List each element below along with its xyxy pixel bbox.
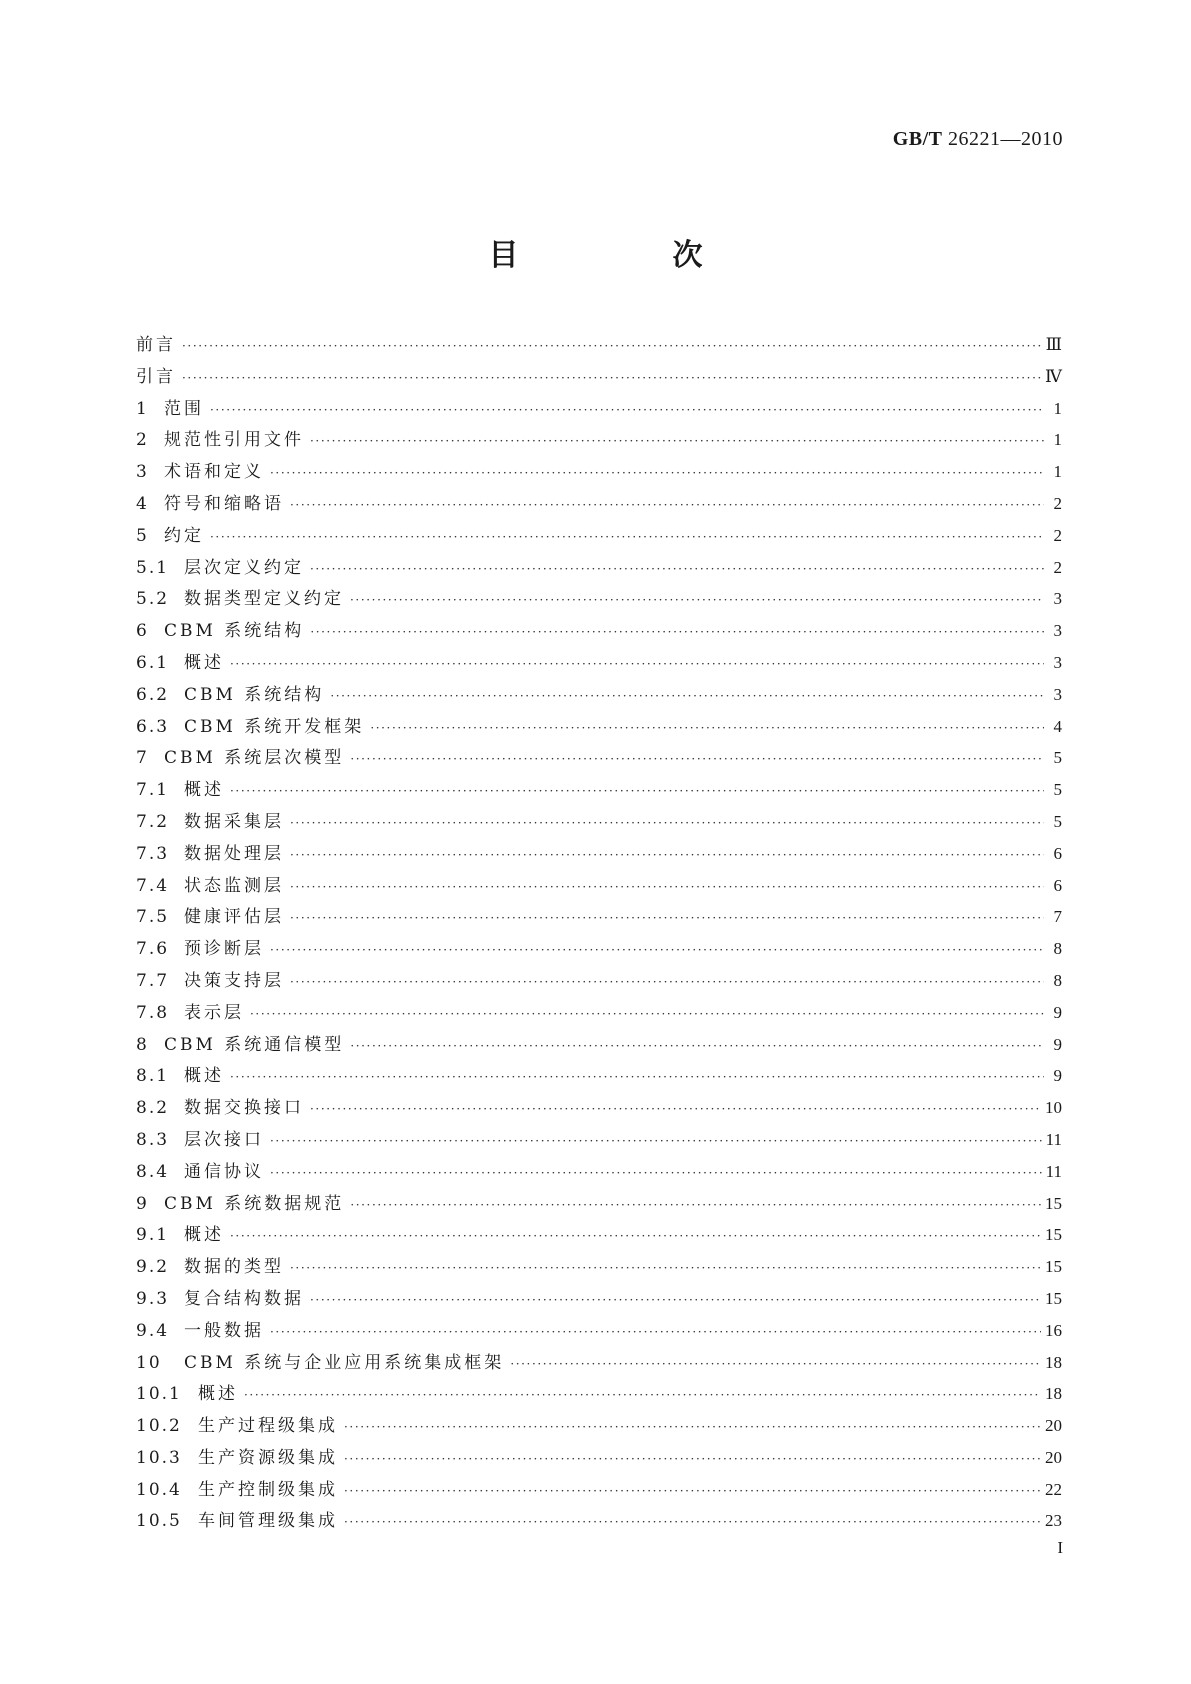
toc-entry-number: 8.3 xyxy=(136,1129,170,1150)
toc-leader-dots xyxy=(310,1285,1041,1317)
toc-entry-number: 3 xyxy=(136,462,149,483)
toc-entry-number: 9.1 xyxy=(136,1225,170,1246)
toc-entry-number: 5.1 xyxy=(136,557,170,578)
toc-entry[interactable] xyxy=(136,329,1062,361)
toc-entry-number: 7.8 xyxy=(136,1002,170,1023)
toc-entry-number: 2 xyxy=(136,430,149,451)
toc-entry-page: 11 xyxy=(1045,1129,1062,1149)
toc-entry[interactable] xyxy=(136,647,1062,679)
toc-entry-page: 3 xyxy=(1053,621,1062,641)
toc-entry-number: 9.4 xyxy=(136,1320,170,1341)
toc-entry-label: 规范性引用文件 xyxy=(164,430,304,451)
toc-leader-dots xyxy=(210,395,1044,427)
toc-entry[interactable] xyxy=(136,361,1062,393)
toc-entry[interactable] xyxy=(136,1410,1062,1442)
toc-entry[interactable] xyxy=(136,774,1062,806)
toc-entry-label: CBM 系统与企业应用系统集成框架 xyxy=(184,1352,505,1373)
toc-entry-label: 引言 xyxy=(136,366,176,387)
toc-leader-dots xyxy=(230,1221,1041,1253)
toc-entry-page: 8 xyxy=(1053,939,1062,959)
toc-leader-dots xyxy=(270,1158,1042,1190)
toc-entry-label: 生产控制级集成 xyxy=(198,1479,338,1500)
toc-entry-label: CBM 系统结构 xyxy=(184,684,325,705)
toc-entry[interactable] xyxy=(136,456,1062,488)
toc-leader-dots xyxy=(210,522,1044,554)
toc-entry[interactable] xyxy=(136,520,1062,552)
toc-leader-dots xyxy=(344,1507,1041,1539)
toc-entry[interactable] xyxy=(136,552,1062,584)
toc-entry-label: 术语和定义 xyxy=(164,462,264,483)
toc-entry[interactable] xyxy=(136,742,1062,774)
toc-entry-page: 9 xyxy=(1053,1002,1062,1022)
toc-entry[interactable] xyxy=(136,1378,1062,1410)
toc-entry-number: 4 xyxy=(136,493,149,514)
toc-leader-dots xyxy=(344,1476,1041,1508)
toc-entry-label: 层次定义约定 xyxy=(184,557,304,578)
toc-entry-number: 8.4 xyxy=(136,1161,170,1182)
toc-entry-label: 数据的类型 xyxy=(184,1257,284,1278)
toc-entry-label: 预诊断层 xyxy=(184,939,264,960)
toc-entry-label: 概述 xyxy=(184,780,224,801)
toc-entry-page: 6 xyxy=(1053,843,1062,863)
toc-entry-label: CBM 系统通信模型 xyxy=(164,1034,345,1055)
toc-entry-label: 范围 xyxy=(164,398,204,419)
toc-leader-dots xyxy=(350,585,1044,617)
toc-entry-page: 15 xyxy=(1045,1257,1062,1277)
toc-entry[interactable] xyxy=(136,1505,1062,1537)
toc-leader-dots xyxy=(350,744,1044,776)
toc-entry[interactable] xyxy=(136,711,1062,743)
toc-leader-dots xyxy=(270,1317,1041,1349)
toc-entry[interactable] xyxy=(136,1283,1062,1315)
toc-entry-number: 7.7 xyxy=(136,970,170,991)
toc-entry[interactable] xyxy=(136,870,1062,902)
toc-entry[interactable] xyxy=(136,424,1062,456)
toc-entry-page: 11 xyxy=(1045,1161,1062,1181)
toc-entry-number: 7.4 xyxy=(136,875,170,896)
toc-entry-page: 4 xyxy=(1053,716,1062,736)
toc-entry-label: 概述 xyxy=(198,1384,238,1405)
toc-leader-dots xyxy=(290,490,1044,522)
toc-entry[interactable] xyxy=(136,997,1062,1029)
toc-entry-page: 15 xyxy=(1045,1225,1062,1245)
toc-leader-dots xyxy=(290,967,1044,999)
toc-entry-label: 前言 xyxy=(136,335,176,355)
toc-leader-dots xyxy=(182,331,1042,363)
toc-leader-dots xyxy=(290,903,1044,935)
toc-entry[interactable] xyxy=(136,1251,1062,1283)
toc-entry-page: 10 xyxy=(1045,1098,1062,1118)
toc-leader-dots xyxy=(270,1126,1042,1158)
toc-entry[interactable] xyxy=(136,1029,1062,1061)
toc-entry-page: Ⅲ xyxy=(1045,335,1062,354)
toc-leader-dots xyxy=(230,649,1044,681)
toc-entry-number: 9.2 xyxy=(136,1257,170,1278)
toc-entry[interactable] xyxy=(136,615,1062,647)
toc-entry[interactable] xyxy=(136,1092,1062,1124)
toc-entry-label: CBM 系统开发框架 xyxy=(184,716,365,737)
toc-entry-number: 6.2 xyxy=(136,684,170,705)
toc-leader-dots xyxy=(244,1380,1041,1412)
toc-leader-dots xyxy=(510,1349,1041,1381)
toc-entry-label: 决策支持层 xyxy=(184,970,284,991)
toc-entry-page: 3 xyxy=(1053,652,1062,672)
toc-entry-number: 5.2 xyxy=(136,589,170,610)
toc-entry-page: 2 xyxy=(1053,557,1062,577)
toc-entry-page: 5 xyxy=(1053,811,1062,831)
toc-entry-number: 10.4 xyxy=(136,1479,182,1500)
toc-leader-dots xyxy=(310,426,1044,458)
toc-entry[interactable] xyxy=(136,1347,1062,1379)
toc-entry[interactable] xyxy=(136,965,1062,997)
toc-entry[interactable] xyxy=(136,488,1062,520)
toc-entry-label: 概述 xyxy=(184,652,224,673)
toc-entry-page: 1 xyxy=(1053,462,1062,482)
toc-entry-page: 3 xyxy=(1053,684,1062,704)
toc-leader-dots xyxy=(310,554,1044,586)
toc-entry-number: 8.2 xyxy=(136,1098,170,1119)
toc-leader-dots xyxy=(330,681,1044,713)
standard-code-prefix: GB/T xyxy=(892,128,943,150)
toc-entry-page: 18 xyxy=(1045,1384,1062,1404)
toc-entry-label: 符号和缩略语 xyxy=(164,493,284,514)
toc-entry-number: 7.3 xyxy=(136,843,170,864)
page-title: 目 次 xyxy=(488,238,765,273)
table-of-contents xyxy=(136,329,1062,1537)
toc-entry-label: 数据采集层 xyxy=(184,811,284,832)
toc-entry-label: 概述 xyxy=(184,1066,224,1087)
toc-leader-dots xyxy=(350,1031,1044,1063)
toc-leader-dots xyxy=(290,872,1044,904)
toc-entry-number: 10.3 xyxy=(136,1447,182,1468)
toc-entry-page: 9 xyxy=(1053,1034,1062,1054)
toc-leader-dots xyxy=(182,363,1041,395)
toc-entry-page: 23 xyxy=(1045,1511,1062,1531)
toc-leader-dots xyxy=(290,1253,1041,1285)
toc-entry-page: 5 xyxy=(1053,780,1062,800)
toc-entry[interactable] xyxy=(136,838,1062,870)
toc-entry[interactable] xyxy=(136,933,1062,965)
toc-leader-dots xyxy=(344,1444,1041,1476)
toc-entry-page: 3 xyxy=(1053,589,1062,609)
toc-leader-dots xyxy=(290,808,1044,840)
toc-entry-label: 通信协议 xyxy=(184,1161,264,1182)
toc-leader-dots xyxy=(344,1412,1041,1444)
toc-entry-page: 20 xyxy=(1045,1416,1062,1436)
standard-code-number: 26221—2010 xyxy=(948,128,1063,150)
toc-entry-label: 生产资源级集成 xyxy=(198,1447,338,1468)
toc-entry-label: 车间管理级集成 xyxy=(198,1511,338,1532)
toc-entry-page: 18 xyxy=(1045,1352,1062,1372)
toc-entry-page: 2 xyxy=(1053,525,1062,545)
toc-entry-number: 8 xyxy=(136,1034,149,1055)
toc-leader-dots xyxy=(250,999,1044,1031)
toc-entry[interactable] xyxy=(136,1474,1062,1506)
toc-entry-number: 6.3 xyxy=(136,716,170,737)
toc-entry-number: 7.6 xyxy=(136,939,170,960)
toc-entry-page: 6 xyxy=(1053,875,1062,895)
toc-entry-label: 层次接口 xyxy=(184,1129,264,1150)
toc-entry-number: 5 xyxy=(136,525,149,546)
toc-entry-page: 1 xyxy=(1053,430,1062,450)
toc-leader-dots xyxy=(290,840,1044,872)
page-number: I xyxy=(1057,1538,1063,1557)
toc-leader-dots xyxy=(230,1062,1044,1094)
toc-leader-dots xyxy=(310,1094,1041,1126)
toc-leader-dots xyxy=(370,713,1044,745)
toc-entry-page: 1 xyxy=(1053,398,1062,418)
toc-entry-page: Ⅳ xyxy=(1045,366,1062,386)
toc-leader-dots xyxy=(270,935,1044,967)
toc-entry-label: 表示层 xyxy=(184,1002,244,1023)
toc-entry-page: 16 xyxy=(1045,1320,1062,1340)
toc-entry-page: 5 xyxy=(1053,748,1062,768)
toc-entry[interactable] xyxy=(136,1156,1062,1188)
toc-entry-label: 复合结构数据 xyxy=(184,1288,304,1309)
toc-entry-number: 10.5 xyxy=(136,1511,182,1532)
toc-entry-number: 9 xyxy=(136,1193,149,1214)
toc-entry-number: 7.1 xyxy=(136,780,170,801)
toc-leader-dots xyxy=(270,458,1044,490)
toc-entry-number: 6 xyxy=(136,621,149,642)
toc-entry-number: 6.1 xyxy=(136,652,170,673)
toc-entry[interactable] xyxy=(136,1188,1062,1220)
toc-entry-page: 22 xyxy=(1045,1479,1062,1499)
toc-entry-label: 一般数据 xyxy=(184,1320,264,1341)
toc-entry-label: CBM 系统结构 xyxy=(164,621,305,642)
toc-entry-page: 2 xyxy=(1053,493,1062,513)
toc-entry-page: 8 xyxy=(1053,970,1062,990)
standard-code xyxy=(893,128,1063,151)
toc-entry-number: 10 xyxy=(136,1352,162,1373)
toc-entry-page: 20 xyxy=(1045,1447,1062,1467)
toc-entry-page: 9 xyxy=(1053,1066,1062,1086)
toc-entry[interactable] xyxy=(136,1219,1062,1251)
toc-entry-label: CBM 系统层次模型 xyxy=(164,748,345,769)
toc-entry-page: 15 xyxy=(1045,1193,1062,1213)
toc-entry-label: 约定 xyxy=(164,525,204,546)
toc-entry[interactable] xyxy=(136,806,1062,838)
toc-entry-label: 数据类型定义约定 xyxy=(184,589,344,610)
toc-entry-number: 10.1 xyxy=(136,1384,182,1405)
toc-entry[interactable] xyxy=(136,679,1062,711)
toc-entry[interactable] xyxy=(136,1060,1062,1092)
toc-entry[interactable] xyxy=(136,1124,1062,1156)
toc-leader-dots xyxy=(310,617,1044,649)
toc-entry[interactable] xyxy=(136,901,1062,933)
toc-entry-number: 7.5 xyxy=(136,907,170,928)
toc-entry-number: 7.2 xyxy=(136,811,170,832)
toc-entry-number: 7 xyxy=(136,748,149,769)
toc-leader-dots xyxy=(230,776,1044,808)
toc-entry[interactable] xyxy=(136,583,1062,615)
toc-entry[interactable] xyxy=(136,1315,1062,1347)
toc-entry[interactable] xyxy=(136,1442,1062,1474)
toc-entry-label: 概述 xyxy=(184,1225,224,1246)
toc-entry-number: 1 xyxy=(136,398,149,419)
toc-leader-dots xyxy=(350,1190,1041,1222)
toc-entry-label: 状态监测层 xyxy=(184,875,284,896)
toc-entry-label: 生产过程级集成 xyxy=(198,1416,338,1437)
toc-entry-number: 9.3 xyxy=(136,1288,170,1309)
toc-entry-page: 7 xyxy=(1053,907,1062,927)
toc-entry-label: CBM 系统数据规范 xyxy=(164,1193,345,1214)
toc-entry-label: 数据处理层 xyxy=(184,843,284,864)
toc-entry-label: 健康评估层 xyxy=(184,907,284,928)
toc-entry-page: 15 xyxy=(1045,1288,1062,1308)
toc-entry-number: 10.2 xyxy=(136,1416,182,1437)
toc-entry[interactable] xyxy=(136,393,1062,425)
toc-entry-number: 8.1 xyxy=(136,1066,170,1087)
toc-entry-label: 数据交换接口 xyxy=(184,1098,304,1119)
